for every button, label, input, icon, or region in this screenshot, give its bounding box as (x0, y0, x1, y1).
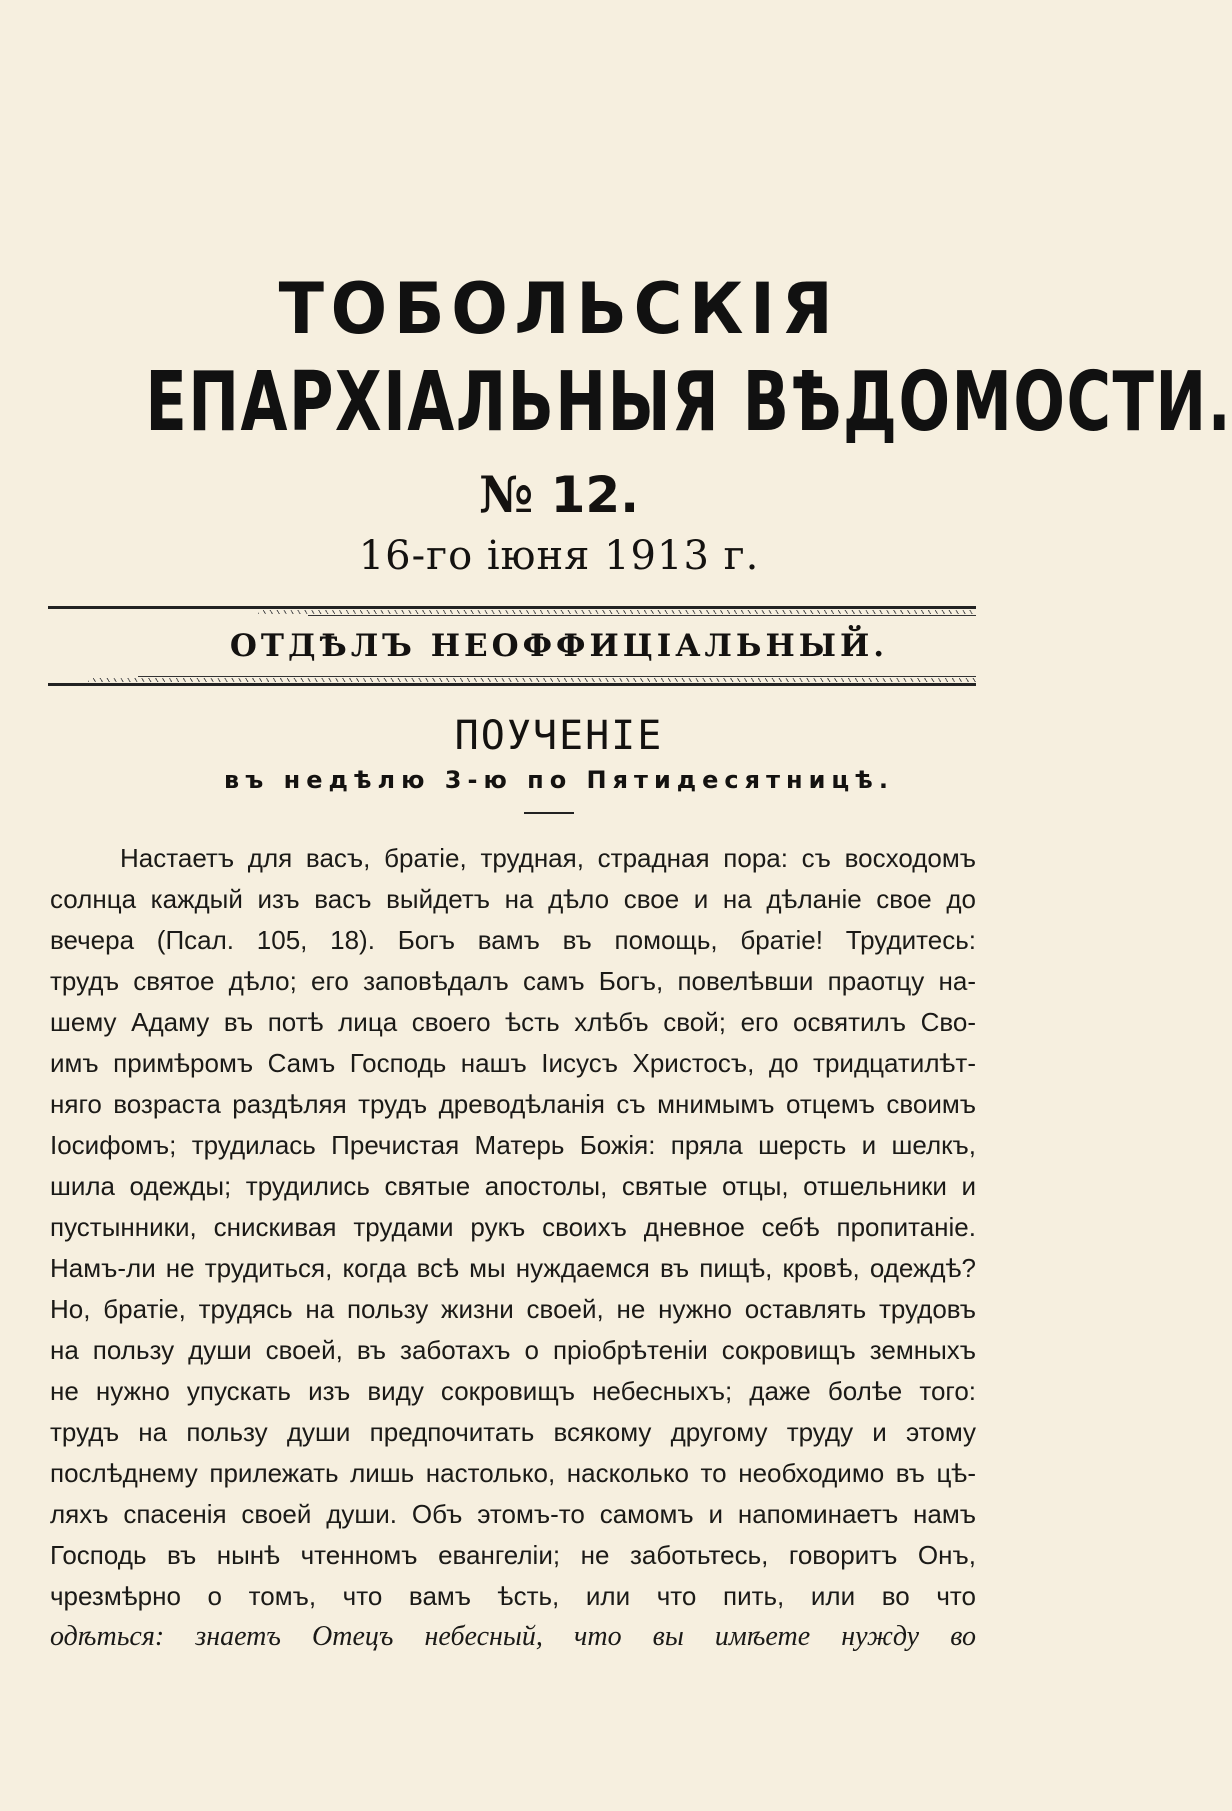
body-text-line: солнца каждый изъ васъ выйдетъ на дѣло свое и на дѣланіе свое до (50, 884, 976, 914)
top-ornamental-rule (48, 606, 976, 616)
body-text-line: Намъ-ли не трудиться, когда всѣ мы нуждаемся въ пищѣ, кровѣ, одеждѣ? (50, 1253, 976, 1283)
body-text-line: шему Адаму въ потѣ лица своего ѣсть хлѣбъ свой; его освятилъ Сво- (50, 1007, 976, 1037)
body-text-line: чрезмѣрно о томъ, что вамъ ѣсть, или что пить, или во что (50, 1581, 976, 1611)
body-text-line: на пользу души своей, въ заботахъ о пріобрѣтеніи сокровищъ земныхъ (50, 1335, 976, 1365)
body-text-line: одѣться: знаетъ Отецъ небесный, что вы имѣете нужду во (50, 1621, 976, 1652)
body-text-line: не нужно упускать изъ виду сокровищъ небесныхъ; даже болѣе того: (50, 1376, 976, 1406)
bottom-ornamental-rule (48, 676, 976, 686)
divider (524, 812, 574, 814)
body-text-line: послѣднему прилежать лишь настолько, насколько то необходимо въ цѣ- (50, 1458, 976, 1488)
body-text-line: Іосифомъ; трудилась Пречистая Матерь Божія: пряла шерсть и шелкъ, (50, 1130, 976, 1160)
body-text-line: няго возраста раздѣляя трудъ древодѣланія съ мнимымъ отцемъ своимъ (50, 1089, 976, 1119)
sermon-subtitle: въ недѣлю 3-ю по Пятидесятницѣ. (224, 766, 894, 794)
body-text-line: Настаетъ для васъ, братіе, трудная, страдная пора: съ восходомъ (120, 843, 976, 873)
number-sign: № (478, 465, 534, 524)
body-text-line: Но, братіе, трудясь на пользу жизни своей, не нужно оставлять трудовъ (50, 1294, 976, 1324)
body-text-line: Господь въ нынѣ чтенномъ евангеліи; не заботьтесь, говоритъ Онъ, (50, 1540, 976, 1570)
body-text-line: вечера (Псал. 105, 18). Богъ вамъ въ помощь, братіе! Трудитесь: (50, 925, 976, 955)
body-text-line: трудъ на пользу души предпочитать всякому другому труду и этому (50, 1417, 976, 1447)
issue-number-value: 12. (550, 466, 640, 524)
body-text-line: шила одежды; трудились святые апостолы, святые отцы, отшельники и (50, 1171, 976, 1201)
journal-title-line-1: ТОБОЛЬСКІЯ (278, 268, 840, 350)
section-title: ОТДѢЛЪ НЕОФФИЦІАЛЬНЫЙ. (229, 628, 889, 664)
journal-title-line-2: ЕПАРХІАЛЬНЫЯ ВѢДОМОСТИ. (145, 355, 1232, 450)
issue-number (0, 465, 1118, 524)
body-text-line: ляхъ спасенія своей души. Объ этомъ-то самомъ и напоминаетъ намъ (50, 1499, 976, 1529)
body-text-line: пустынники, снискивая трудами рукъ своихъ дневное себѣ пропитаніе. (50, 1212, 976, 1242)
body-text-line: имъ примѣромъ Самъ Господь нашъ Іисусъ Христосъ, до тридцатилѣт- (50, 1048, 976, 1078)
sermon-title: ПОУЧЕНІЕ (454, 713, 664, 759)
issue-date: 16-го іюня 1913 г. (358, 533, 760, 579)
body-text-line: трудъ святое дѣло; его заповѣдалъ самъ Богъ, повелѣвши праотцу на- (50, 966, 976, 996)
